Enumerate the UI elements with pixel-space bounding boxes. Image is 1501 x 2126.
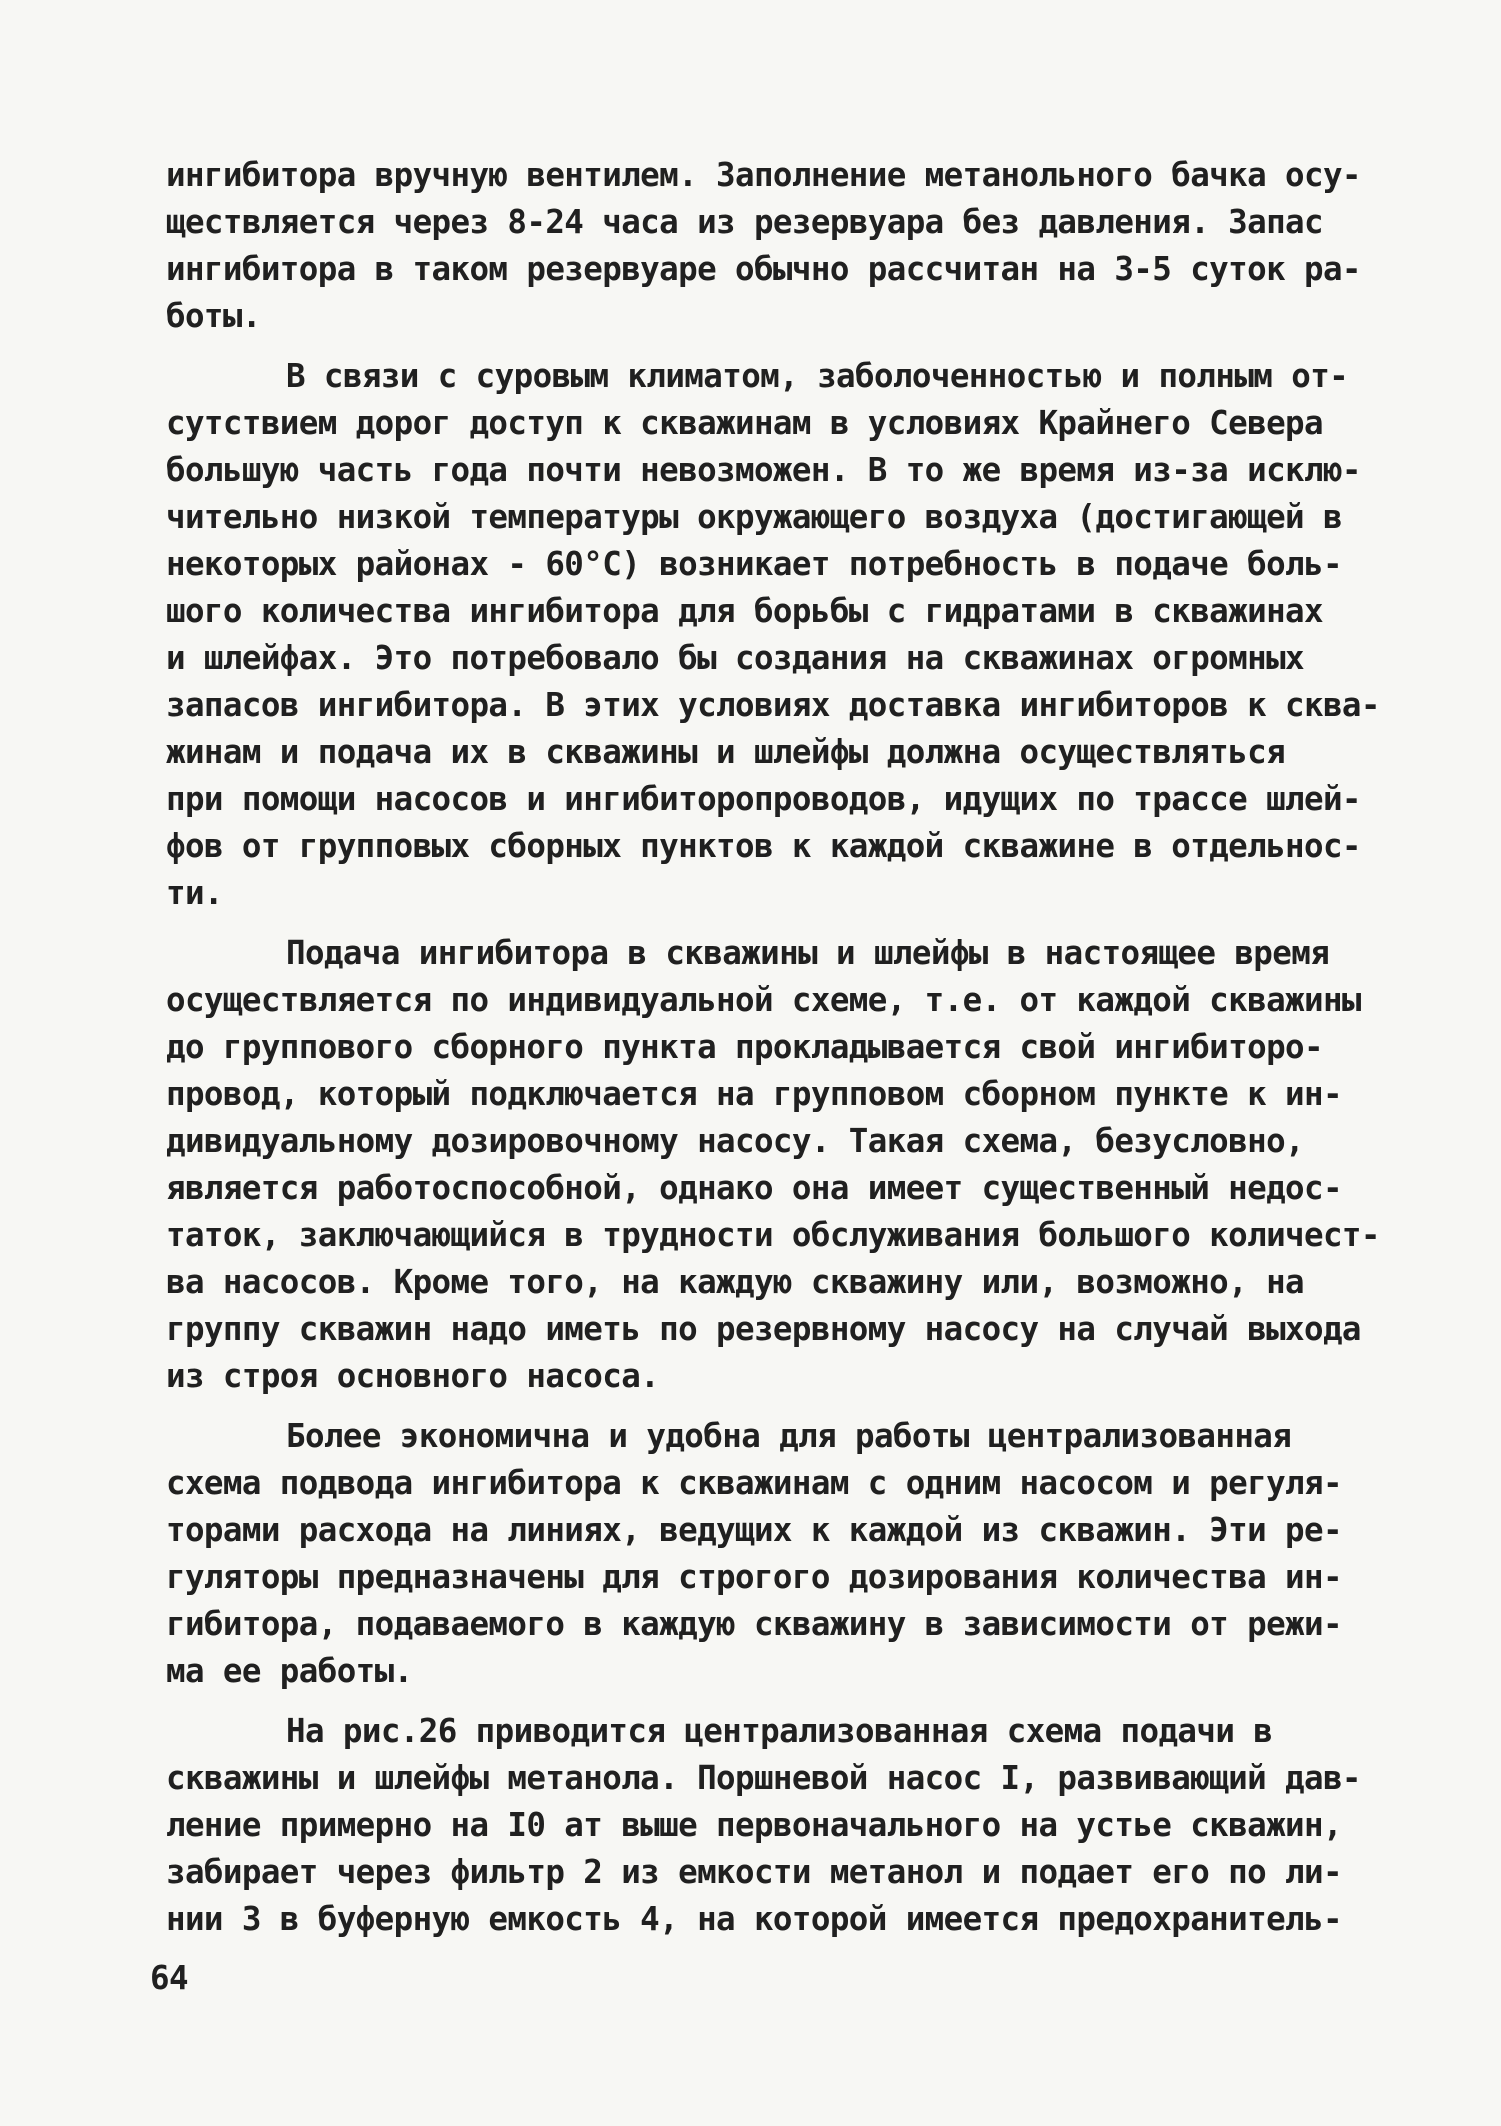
text-line: является работоспособной, однако она имеет существенный недос- [166,1169,1342,1207]
paragraph-gap [166,1695,1416,1708]
text-line: В связи с суровым климатом, заболоченностью и полным от- [286,357,1349,395]
text-line: На рис.26 приводится централизованная схема подачи в [286,1712,1273,1750]
text-line: забирает через фильтр 2 из емкости метанол и подает его по ли- [166,1853,1342,1891]
text-line: некоторых районах - 60°С) возникает потребность в подаче боль- [166,545,1342,583]
text-line: группу скважин надо иметь по резервному насосу на случай выхода [166,1310,1361,1348]
text-line: Более экономична и удобна для работы централизованная [286,1417,1292,1455]
text-line: Подача ингибитора в скважины и шлейфы в настоящее время [286,934,1330,972]
text-line: из строя основного насоса. [166,1357,660,1395]
text-line: ти. [166,874,223,912]
text-line: гуляторы предназначены для строгого дозирования количества ин- [166,1558,1342,1596]
paragraph-1 [166,152,1416,340]
text-line: чительно низкой температуры окружающего воздуха (достигающей в [166,498,1342,536]
text-line: дивидуальному дозировочному насосу. Такая схема, безусловно, [166,1122,1304,1160]
paragraph-2 [166,353,1416,917]
text-line: запасов ингибитора. В этих условиях доставка ингибиторов к сква- [166,686,1380,724]
text-line: и шлейфах. Это потребовало бы создания на скважинах огромных [166,639,1304,677]
paragraph-3 [166,930,1416,1400]
paragraph-gap [166,340,1416,353]
text-line: ма ее работы. [166,1652,413,1690]
paragraph-gap [166,1400,1416,1413]
text-line: при помощи насосов и ингибиторопроводов, идущих по трассе шлей- [166,780,1361,818]
text-line: осуществляется по индивидуальной схеме, т.е. от каждой скважины [166,981,1361,1019]
text-line: до группового сборного пункта прокладывается свой ингибиторо- [166,1028,1323,1066]
text-line: ингибитора в таком резервуаре обычно рассчитан на 3-5 суток ра- [166,250,1361,288]
text-line: гибитора, подаваемого в каждую скважину в зависимости от режи- [166,1605,1342,1643]
text-line: ва насосов. Кроме того, на каждую скважину или, возможно, на [166,1263,1304,1301]
text-line: ществляется через 8-24 часа из резервуара без давления. Запас [166,203,1323,241]
text-line: боты. [166,297,261,335]
text-line: шого количества ингибитора для борьбы с гидратами в скважинах [166,592,1323,630]
text-line: сутствием дорог доступ к скважинам в условиях Крайнего Севера [166,404,1323,442]
text-line: большую часть года почти невозможен. В то же время из-за исклю- [166,451,1361,489]
text-line: ление примерно на I0 ат выше первоначального на устье скважин, [166,1806,1342,1844]
text-line: скважины и шлейфы метанола. Поршневой насос I, развивающий дав- [166,1759,1361,1797]
text-line: торами расхода на линиях, ведущих к каждой из скважин. Эти ре- [166,1511,1342,1549]
paragraph-4 [166,1413,1416,1695]
text-line: нии 3 в буферную емкость 4, на которой имеется предохранитель- [166,1900,1342,1938]
text-line: провод, который подключается на групповом сборном пункте к ин- [166,1075,1342,1113]
text-line: схема подвода ингибитора к скважинам с одним насосом и регуля- [166,1464,1342,1502]
paragraph-gap [166,917,1416,930]
text-line: ингибитора вручную вентилем. Заполнение метанольного бачка осу- [166,156,1361,194]
page-body [166,152,1416,1943]
paragraph-5 [166,1708,1416,1943]
page-number: 64 [150,1959,188,1997]
text-line: фов от групповых сборных пунктов к каждой скважине в отдельнос- [166,827,1361,865]
text-line: таток, заключающийся в трудности обслуживания большого количест- [166,1216,1380,1254]
text-line: жинам и подача их в скважины и шлейфы должна осуществляться [166,733,1286,771]
